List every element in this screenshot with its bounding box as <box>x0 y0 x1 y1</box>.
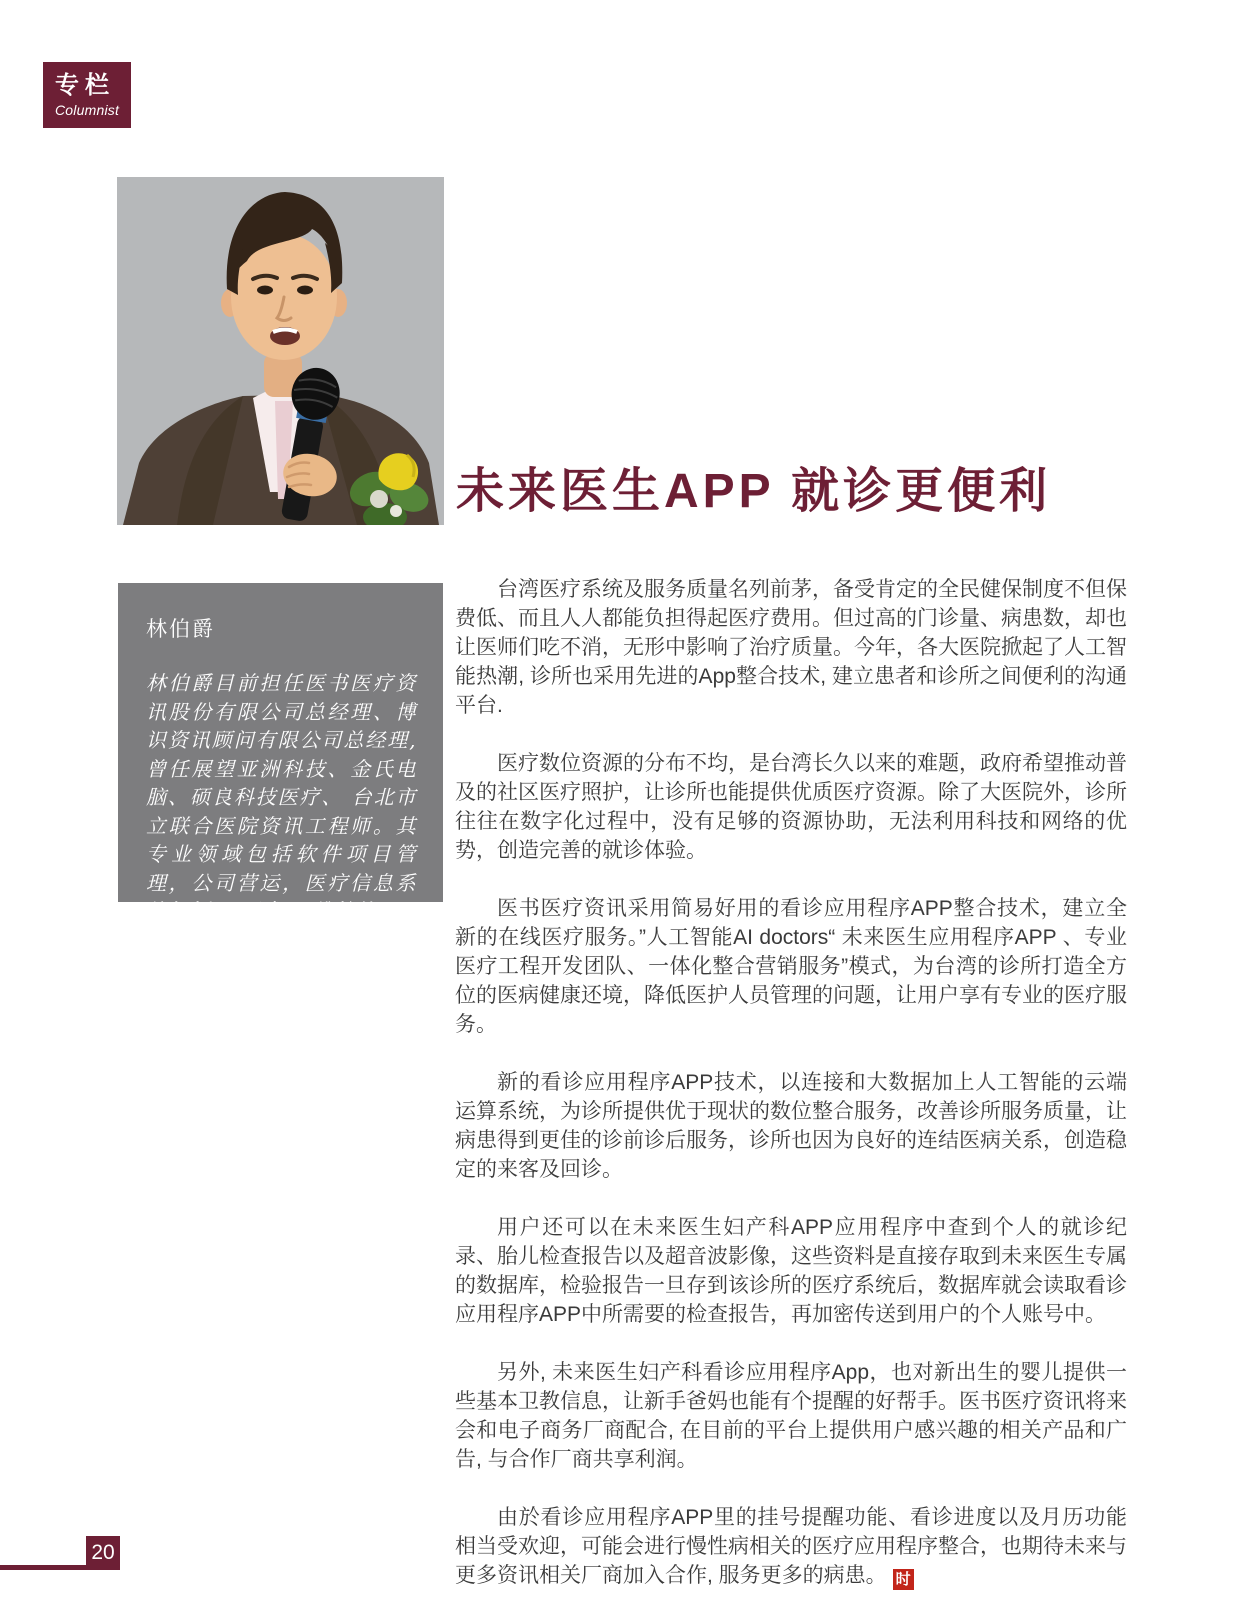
article-body <box>455 575 1127 1619</box>
paragraph: 医疗数位资源的分布不均，是台湾长久以来的难题，政府希望推动普及的社区医疗照护，让诊所也能提供优质医疗资源。除了大医院外，诊所往往在数字化过程中，没有足够的资源协助，无法利用科技和网络的优势，创造完善的就诊体验。 <box>455 752 1127 862</box>
paragraph <box>455 1503 1127 1590</box>
end-of-article-mark: 时 <box>893 1569 914 1590</box>
paragraph-text: 由於看诊应用程序APP里的挂号提醒功能、看诊进度以及月历功能相当受欢迎，可能会进行慢性病相关的医疗应用程序整合，也期待未来与更多资讯相关厂商加入合作, 服务更多的病患。 <box>455 1506 1127 1587</box>
columnist-badge <box>43 62 131 128</box>
paragraph: 另外, 未来医生妇产科看诊应用程序App，也对新出生的婴儿提供一些基本卫教信息，让新手爸妈也能有个提醒的好帮手。医书医疗资讯将来会和电子商务厂商配合, 在目前的平台上提供用户感兴趣的相关产品和广告, 与合作厂商共享利润。 <box>455 1361 1127 1471</box>
paragraph: 新的看诊应用程序APP技术，以连接和大数据加上人工智能的云端运算系统，为诊所提供优于现状的数位整合服务，改善诊所服务质量，让病患得到更佳的诊前诊后服务，诊所也因为良好的连结医病关系，创造稳定的来客及回诊。 <box>455 1071 1127 1181</box>
badge-title: 专栏 <box>55 72 115 100</box>
author-bio-text: 林伯爵目前担任医书医疗资讯股份有限公司总经理、博识资讯顾问有限公司总经理, 曾任展望亚洲科技、金氏电脑、硕良科技医疗、 台北市立联合医院资讯工程师。其专业领域包括软件项目管理，公司营运，医疗信息系统规划、 开发、 维护等。 <box>146 671 417 923</box>
badge-subtitle: Columnist <box>55 101 120 118</box>
paragraph: 医书医疗资讯采用简易好用的看诊应用程序APP整合技术，建立全新的在线医疗服务。”人工智能AI doctors“ 未来医生应用程序APP 、专业医疗工程开发团队、一体化整合营销服务”模式，为台湾的诊所打造全方位的医病健康还境，降低医护人员管理的问题，让用户享有专业的医疗服务。 <box>455 897 1127 1036</box>
footer-rule <box>0 1565 88 1570</box>
article-title: 未来医生APP 就诊更便利 <box>456 465 1052 518</box>
page-number: 20 <box>86 1536 120 1570</box>
author-bio-box <box>118 583 443 923</box>
paragraph: 台湾医疗系统及服务质量名列前茅，备受肯定的全民健保制度不但保费低、而且人人都能负担得起医疗费用。但过高的门诊量、病患数，却也让医师们吃不消，无形中影响了治疗质量。今年，各大医院掀起了人工智能热潮, 诊所也采用先进的App整合技术, 建立患者和诊所之间便利的沟通平台. <box>455 578 1127 717</box>
portrait-man-with-microphone-illustration <box>117 177 444 525</box>
author-name: 林伯爵 <box>146 618 215 641</box>
author-photo <box>117 177 444 525</box>
paragraph: 用户还可以在未来医生妇产科APP应用程序中查到个人的就诊纪录、胎儿检查报告以及超音波影像，这些资料是直接存取到未来医生专属的数据库，检验报告一旦存到该诊所的医疗系统后，数据库就会读取看诊应用程序APP中所需要的检查报告，再加密传送到用户的个人账号中。 <box>455 1216 1127 1326</box>
